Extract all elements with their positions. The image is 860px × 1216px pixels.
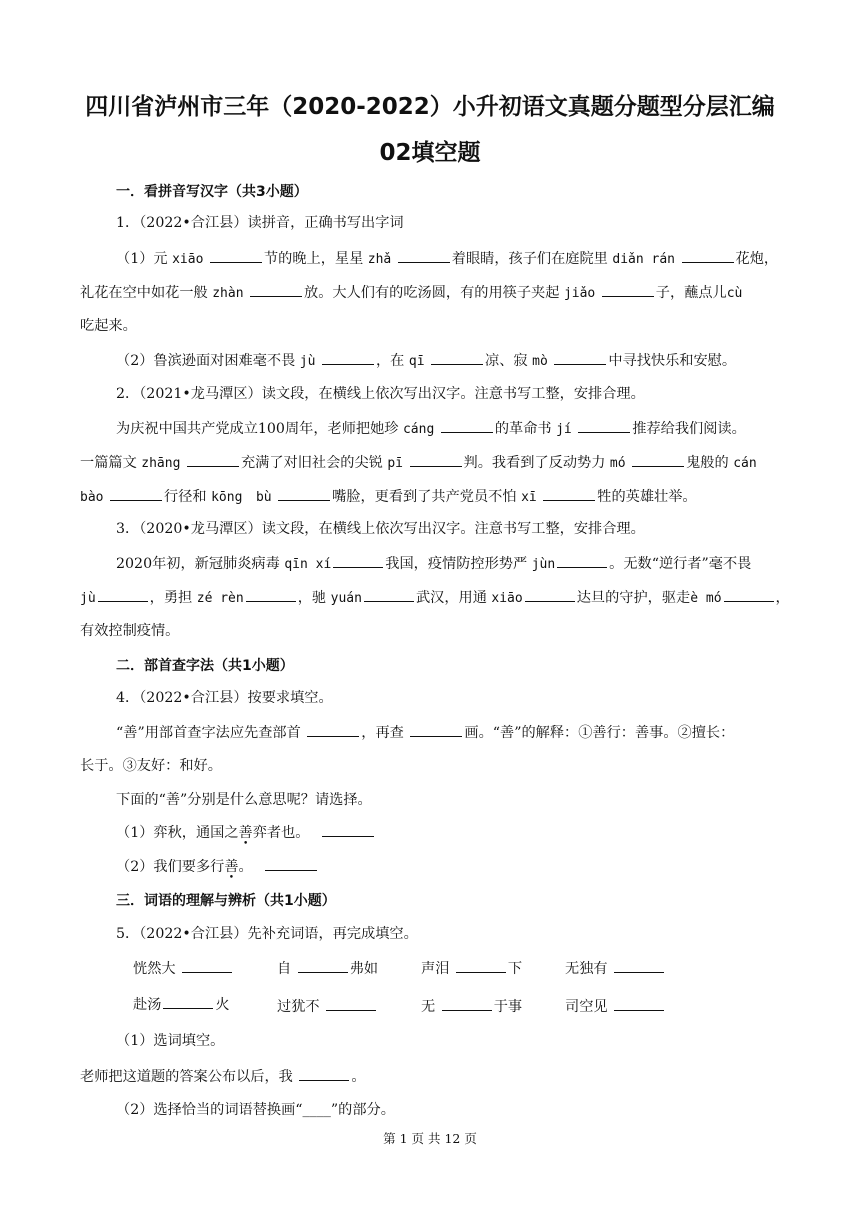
answer-blank[interactable]	[250, 282, 302, 297]
answer-blank[interactable]	[333, 553, 383, 568]
answer-blank[interactable]	[298, 958, 348, 973]
question-4-line-2: 长于。③友好：和好。	[80, 758, 222, 774]
question-3-heading: 3．（2020•龙马潭区）读文段，在横线上依次写出汉字。注意书写工整，安排合理。	[116, 521, 645, 537]
answer-blank[interactable]	[578, 418, 630, 433]
answer-blank[interactable]	[246, 587, 296, 602]
answer-blank[interactable]	[431, 350, 483, 365]
answer-blank[interactable]	[682, 248, 734, 263]
document-title: 四川省泸州市三年（2020-2022）小升初语文真题分题型分层汇编	[85, 94, 775, 120]
question-4-line-3: 下面的“善”分别是什么意思呢？请选择。	[116, 792, 372, 808]
question-4-heading: 4．（2022•合江县）按要求填空。	[116, 690, 333, 706]
question-4-line-1: “善”用部首查字法应先查部首 ，再查 画。“善”的解释：①善行：善事。②擅长：	[116, 722, 734, 743]
question-5-sub-1: （1）选词填空。	[116, 1033, 225, 1049]
answer-blank[interactable]	[182, 958, 232, 973]
section-heading-1: 一．看拼音写汉字（共3小题）	[116, 184, 308, 200]
idiom-item: 恍然大	[133, 958, 234, 978]
answer-blank[interactable]	[299, 1066, 349, 1081]
question-2-heading: 2．（2021•龙马潭区）读文段，在横线上依次写出汉字。注意书写工整，安排合理。	[116, 386, 645, 402]
question-1-line-2: 礼花在空中如花一般 zhàn 放。大人们有的吃汤圆，有的用筷子夹起 jiǎo 子，蘸点儿cù	[80, 282, 742, 304]
question-3-line-3: 有效控制疫情。	[80, 623, 180, 639]
answer-blank[interactable]	[554, 350, 606, 365]
section-heading-3: 三．词语的理解与辨析（共1小题）	[116, 893, 336, 909]
page-footer: 第 1 页 共 12 页	[383, 1131, 477, 1146]
answer-blank[interactable]	[326, 996, 376, 1011]
idiom-item: 自 弗如	[277, 958, 378, 978]
question-5-sub-1-text: 老师把这道题的答案公布以后，我 。	[80, 1066, 366, 1087]
document-subtitle: 02填空题	[379, 140, 481, 166]
question-5-sub-2: （2）选择恰当的词语替换画“____”的部分。	[116, 1102, 395, 1118]
answer-blank[interactable]	[442, 996, 492, 1011]
answer-blank[interactable]	[557, 553, 607, 568]
idiom-item: 司空见	[565, 996, 666, 1016]
answer-blank[interactable]	[187, 452, 239, 467]
question-1-line-3: 吃起来。	[80, 318, 137, 334]
emphasis-dot-char: 善	[238, 825, 253, 841]
answer-blank[interactable]	[163, 994, 213, 1009]
question-1-line-4: （2）鲁滨逊面对困难毫不畏 jù ，在 qī 凉、寂 mò 中寻找快乐和安慰。	[116, 350, 736, 372]
answer-blank[interactable]	[410, 722, 462, 737]
answer-blank[interactable]	[98, 587, 148, 602]
question-3-line-2: jù ，勇担 zé rèn ，驰 yuán 武汉，用通 xiāo 达旦的守护，驱走è mó ，	[80, 587, 790, 609]
section-heading-2: 二．部首查字法（共1小题）	[116, 658, 294, 674]
answer-blank[interactable]	[410, 452, 462, 467]
answer-blank[interactable]	[322, 350, 374, 365]
question-1-line-1: （1）元 xiāo 节的晚上，星星 zhǎ 着眼睛，孩子们在庭院里 diǎn rán 花炮，	[116, 248, 778, 270]
idiom-item: 过犹不	[277, 996, 378, 1016]
question-2-line-1: 为庆祝中国共产党成立100周年，老师把她珍 cáng 的革命书 jí 推荐给我们阅读。	[116, 418, 746, 440]
answer-blank[interactable]	[278, 486, 330, 501]
answer-blank[interactable]	[322, 822, 374, 837]
answer-blank[interactable]	[614, 996, 664, 1011]
answer-blank[interactable]	[525, 587, 575, 602]
question-1-heading: 1．（2022•合江县）读拼音，正确书写出字词	[116, 215, 404, 231]
idiom-item: 无 于事	[421, 996, 522, 1016]
answer-blank[interactable]	[364, 587, 414, 602]
question-4-sub-2: （2）我们要多行善。	[116, 856, 319, 877]
answer-blank[interactable]	[543, 486, 595, 501]
answer-blank[interactable]	[456, 958, 506, 973]
question-2-line-2: 一篇篇文 zhāng 充满了对旧社会的尖锐 pī 判。我看到了反动势力 mó 鬼般的 cán	[80, 452, 757, 474]
answer-blank[interactable]	[398, 248, 450, 263]
idiom-item: 赴汤 火	[133, 994, 230, 1014]
idiom-item: 声泪 下	[421, 958, 522, 978]
answer-blank[interactable]	[210, 248, 262, 263]
question-4-sub-1: （1）弈秋，通国之善弈者也。	[116, 822, 376, 843]
answer-blank[interactable]	[307, 722, 359, 737]
question-5-heading: 5．（2022•合江县）先补充词语，再完成填空。	[116, 926, 418, 942]
answer-blank[interactable]	[110, 486, 162, 501]
question-3-line-1: 2020年初，新冠肺炎病毒 qīn xí 我国，疫情防控形势严 jùn 。无数“逆行者”毫不畏	[116, 553, 751, 575]
idiom-item: 无独有	[565, 958, 666, 978]
answer-blank[interactable]	[441, 418, 493, 433]
answer-blank[interactable]	[632, 452, 684, 467]
answer-blank[interactable]	[265, 856, 317, 871]
answer-blank[interactable]	[614, 958, 664, 973]
question-2-line-3: bào 行径和 kōng bù 嘴脸，更看到了共产党员不怕 xī 牲的英雄壮举。	[80, 486, 697, 508]
emphasis-dot-char: 善	[224, 859, 239, 875]
answer-blank[interactable]	[724, 587, 774, 602]
answer-blank[interactable]	[602, 282, 654, 297]
